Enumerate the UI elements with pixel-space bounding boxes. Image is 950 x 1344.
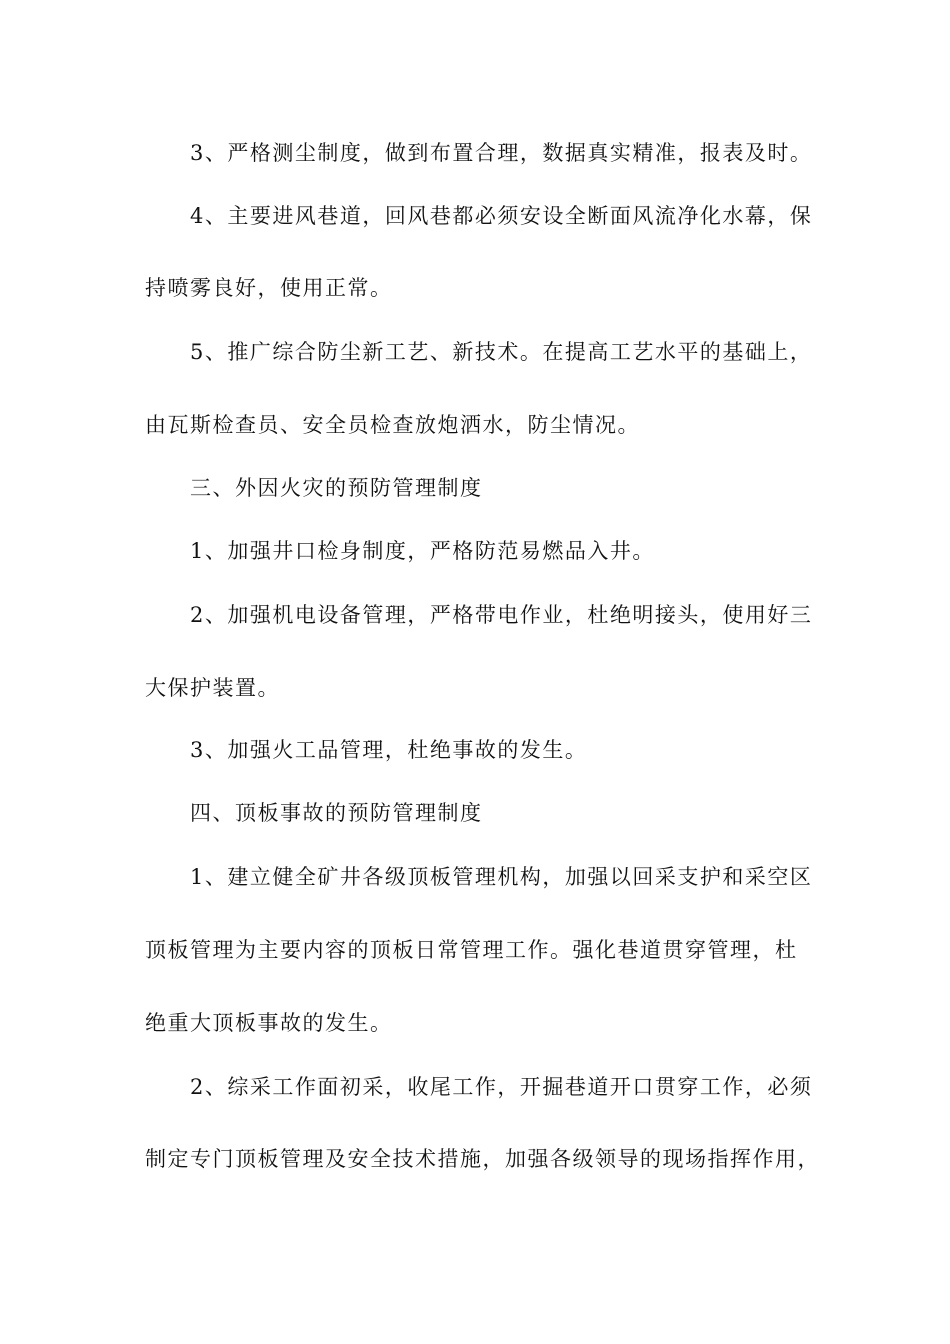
paragraph-line: 制定专门顶板管理及安全技术措施，加强各级领导的现场指挥作用， bbox=[145, 1147, 820, 1171]
paragraph-line: 绝重大顶板事故的发生。 bbox=[145, 1011, 393, 1035]
paragraph-line: 由瓦斯检查员、安全员检查放炮洒水，防尘情况。 bbox=[145, 413, 640, 437]
paragraph-line: 5、推广综合防尘新工艺、新技术。在提高工艺水平的基础上， bbox=[190, 340, 813, 364]
paragraph-line: 2、加强机电设备管理，严格带电作业，杜绝明接头，使用好三 bbox=[190, 603, 813, 627]
paragraph-line: 大保护装置。 bbox=[145, 676, 280, 700]
paragraph-line: 持喷雾良好，使用正常。 bbox=[145, 276, 393, 300]
paragraph-line: 1、加强井口检身制度，严格防范易燃品入井。 bbox=[190, 539, 655, 563]
paragraph-line: 3、加强火工品管理，杜绝事故的发生。 bbox=[190, 738, 588, 762]
paragraph-line: 2、综采工作面初采，收尾工作，开掘巷道开口贯穿工作，必须 bbox=[190, 1075, 813, 1099]
paragraph-line: 1、建立健全矿井各级顶板管理机构，加强以回采支护和采空区 bbox=[190, 865, 813, 889]
paragraph-line: 4、主要进风巷道，回风巷都必须安设全断面风流净化水幕，保 bbox=[190, 204, 813, 228]
paragraph-line: 3、严格测尘制度，做到布置合理，数据真实精准，报表及时。 bbox=[190, 141, 813, 165]
section-heading: 三、外因火灾的预防管理制度 bbox=[190, 476, 483, 500]
paragraph-line: 顶板管理为主要内容的顶板日常管理工作。强化巷道贯穿管理，杜 bbox=[145, 938, 798, 962]
section-heading: 四、顶板事故的预防管理制度 bbox=[190, 801, 483, 825]
